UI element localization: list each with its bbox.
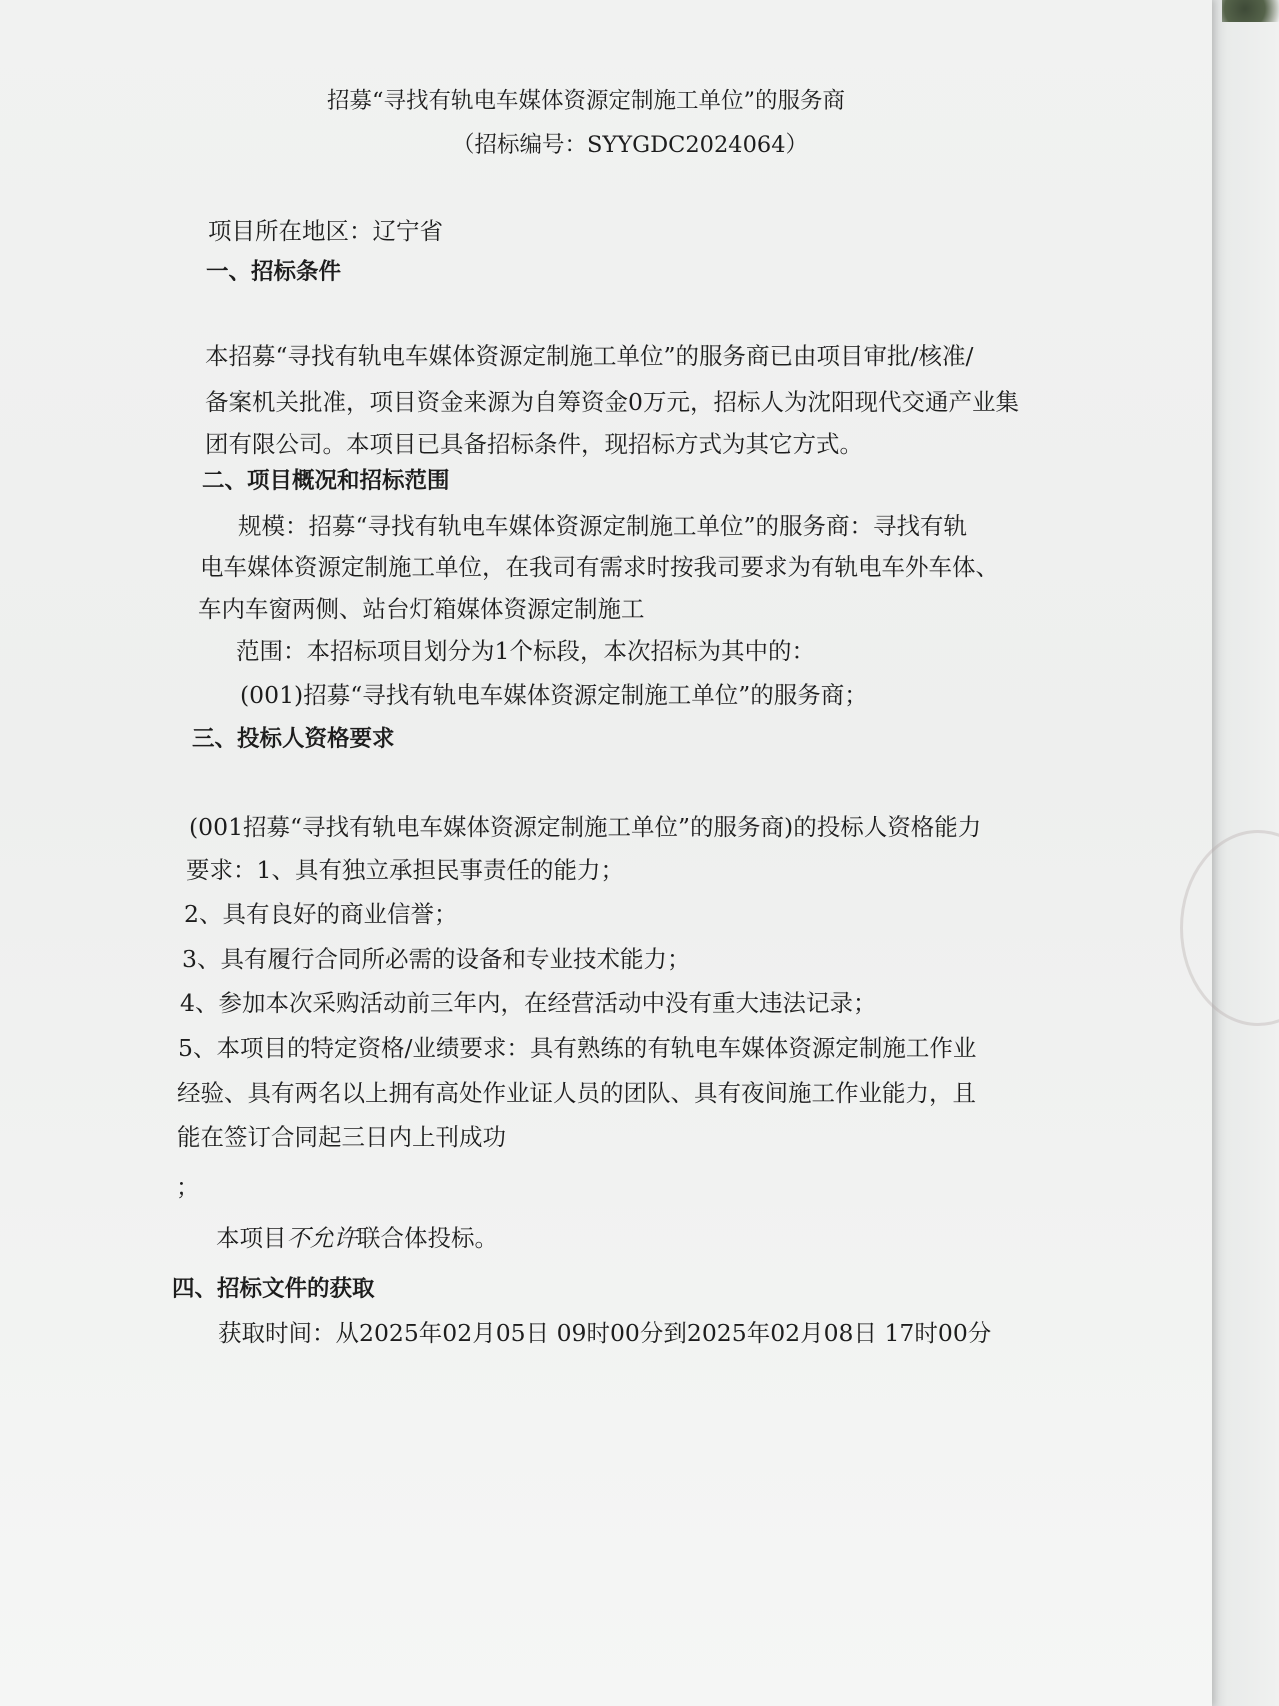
scale-line: 车内车窗两侧、站台灯箱媒体资源定制施工 xyxy=(198,595,645,623)
consortium-italic: 不允许 xyxy=(286,1224,357,1252)
section-heading-conditions: 一、招标条件 xyxy=(206,259,342,285)
scale-line: 电车媒体资源定制施工单位，在我司有需求时按我司要求为有轨电车外车体、 xyxy=(200,553,999,581)
tender-number: （招标编号：SYYGDC2024064） xyxy=(452,132,809,158)
conditions-line: 团有限公司。本项目已具备招标条件，现招标方式为其它方式。 xyxy=(205,430,863,458)
background-plant xyxy=(1222,0,1279,22)
qualification-line: (001招募“寻找有轨电车媒体资源定制施工单位”的服务商)的投标人资格能力 xyxy=(189,813,982,841)
qualification-line: 经验、具有两名以上拥有高处作业证人员的团队、具有夜间施工作业能力，且 xyxy=(177,1079,976,1107)
seal-stamp xyxy=(1180,830,1279,1026)
section-heading-documents: 四、招标文件的获取 xyxy=(172,1276,375,1302)
qualification-line: 能在签订合同起三日内上刊成功 xyxy=(177,1123,506,1151)
qualification-line: ； xyxy=(176,1173,200,1201)
acquisition-time: 获取时间：从2025年02月05日 09时00分到2025年02月08日 17时00分 xyxy=(218,1319,992,1347)
range-line: 范围：本招标项目划分为1个标段，本次招标为其中的： xyxy=(236,637,815,665)
qualification-line: 4、参加本次采购活动前三年内，在经营活动中没有重大违法记录； xyxy=(180,989,877,1017)
document-title: 招募“寻找有轨电车媒体资源定制施工单位”的服务商 xyxy=(327,88,846,114)
qualification-line: 5、本项目的特定资格/业绩要求：具有熟练的有轨电车媒体资源定制施工作业 xyxy=(178,1034,977,1062)
lot-line: (001)招募“寻找有轨电车媒体资源定制施工单位”的服务商； xyxy=(240,681,868,709)
scale-line: 规模：招募“寻找有轨电车媒体资源定制施工单位”的服务商：寻找有轨 xyxy=(238,512,968,540)
section-heading-overview: 二、项目概况和招标范围 xyxy=(202,468,450,494)
qualification-line: 2、具有良好的商业信誉； xyxy=(184,900,458,928)
project-region: 项目所在地区：辽宁省 xyxy=(208,217,443,245)
conditions-line: 备案机关批准，项目资金来源为自筹资金0万元，招标人为沈阳现代交通产业集 xyxy=(205,388,1019,416)
qualification-line: 要求：1、具有独立承担民事责任的能力； xyxy=(186,856,624,884)
consortium-note xyxy=(216,1223,498,1253)
section-heading-qualifications: 三、投标人资格要求 xyxy=(192,726,395,752)
qualification-line: 3、具有履行合同所必需的设备和专业技术能力； xyxy=(182,945,691,973)
consortium-prefix: 本项目 xyxy=(216,1224,287,1252)
conditions-line: 本招募“寻找有轨电车媒体资源定制施工单位”的服务商已由项目审批/核准/ xyxy=(205,342,974,370)
consortium-suffix: 联合体投标。 xyxy=(357,1224,498,1252)
